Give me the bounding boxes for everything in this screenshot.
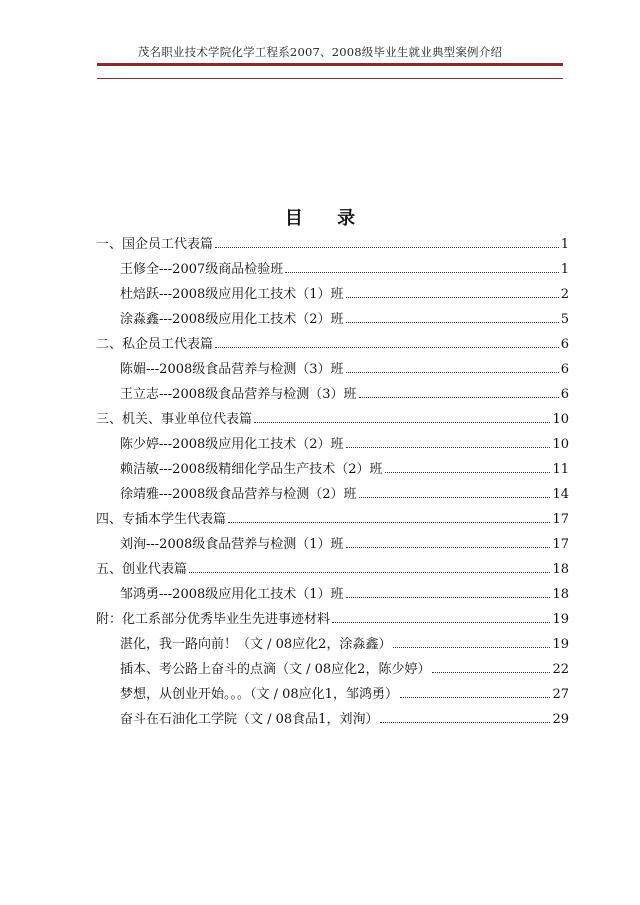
toc-entry-label: 二、私企员工代表篇 bbox=[96, 337, 214, 352]
header-rule-thick bbox=[97, 63, 563, 66]
toc-subentry[interactable] bbox=[96, 307, 569, 332]
toc-subentry[interactable] bbox=[96, 532, 569, 557]
toc-page-number: 1 bbox=[560, 237, 569, 252]
toc-subentry[interactable] bbox=[96, 257, 569, 282]
toc-section-entry[interactable] bbox=[96, 557, 569, 582]
toc-entry-label: 刘洵---2008级食品营养与检测（1）班 bbox=[120, 537, 344, 552]
toc-page-number: 6 bbox=[560, 387, 569, 402]
toc-leader-dots bbox=[346, 596, 551, 598]
toc-leader-dots bbox=[215, 346, 559, 348]
toc-entry-label: 赖洁敏---2008级精细化学品生产技术（2）班 bbox=[120, 462, 383, 477]
toc-page-number: 6 bbox=[560, 337, 569, 352]
toc-entry-label: 三、机关、事业单位代表篇 bbox=[96, 412, 253, 427]
toc-subentry[interactable] bbox=[96, 682, 569, 707]
toc-entry-label: 奋斗在石油化工学院（文 / 08食品1，刘洵） bbox=[120, 712, 379, 727]
toc-subentry[interactable] bbox=[96, 482, 569, 507]
toc-page-number: 10 bbox=[552, 412, 569, 427]
toc-entry-label: 湛化，我一路向前！（文 / 08应化2，涂淼鑫） bbox=[120, 637, 392, 652]
toc-entry-label: 附：化工系部分优秀毕业生先进事迹材料 bbox=[96, 612, 331, 627]
running-header-title: 茂名职业技术学院化学工程系2007、2008级毕业生就业典型案例介绍 bbox=[137, 45, 503, 59]
toc-page-number: 27 bbox=[552, 687, 569, 702]
toc-page-number: 17 bbox=[552, 512, 569, 527]
toc-entry-label: 插本、考公路上奋斗的点滴（文 / 08应化2，陈少婷） bbox=[120, 662, 431, 677]
toc-leader-dots bbox=[215, 246, 559, 248]
header-rule-thin bbox=[97, 78, 563, 79]
toc-leader-dots bbox=[346, 446, 551, 448]
toc-leader-dots bbox=[189, 571, 550, 573]
toc-title: 目 录 bbox=[284, 208, 370, 229]
toc-leader-dots bbox=[332, 621, 550, 623]
toc-section-entry[interactable] bbox=[96, 407, 569, 432]
toc-subentry[interactable] bbox=[96, 432, 569, 457]
toc-entry-label: 陈媚---2008级食品营养与检测（3）班 bbox=[120, 362, 344, 377]
toc-leader-dots bbox=[380, 721, 550, 723]
toc-entry-label: 王修全---2007级商品检验班 bbox=[120, 262, 284, 277]
toc-leader-dots bbox=[359, 496, 551, 498]
toc-leader-dots bbox=[400, 696, 550, 698]
toc-subentry[interactable] bbox=[96, 382, 569, 407]
toc-page-number: 6 bbox=[560, 362, 569, 377]
toc-subentry[interactable] bbox=[96, 657, 569, 682]
toc-page-number: 29 bbox=[552, 712, 569, 727]
toc-section-entry[interactable] bbox=[96, 607, 569, 632]
toc-section-entry[interactable] bbox=[96, 332, 569, 357]
toc-entry-label: 涂淼鑫---2008级应用化工技术（2）班 bbox=[120, 312, 344, 327]
toc-leader-dots bbox=[346, 371, 559, 373]
toc-section-entry[interactable] bbox=[96, 507, 569, 532]
toc-leader-dots bbox=[285, 271, 558, 273]
toc-page-number: 19 bbox=[552, 612, 569, 627]
toc-page-number: 2 bbox=[560, 287, 569, 302]
toc-subentry[interactable] bbox=[96, 632, 569, 657]
toc-leader-dots bbox=[254, 421, 550, 423]
toc-entry-label: 王立志---2008级食品营养与检测（3）班 bbox=[120, 387, 357, 402]
toc-subentry[interactable] bbox=[96, 582, 569, 607]
toc-entry-label: 陈少婷---2008级应用化工技术（2）班 bbox=[120, 437, 344, 452]
toc-page-number: 5 bbox=[560, 312, 569, 327]
toc-page-number: 1 bbox=[560, 262, 569, 277]
toc-page-number: 19 bbox=[552, 637, 569, 652]
toc-leader-dots bbox=[393, 646, 550, 648]
toc-page-number: 18 bbox=[552, 562, 569, 577]
toc-subentry[interactable] bbox=[96, 707, 569, 732]
toc-entry-label: 邹鸿勇---2008级应用化工技术（1）班 bbox=[120, 587, 344, 602]
toc-subentry[interactable] bbox=[96, 282, 569, 307]
toc-page-number: 10 bbox=[552, 437, 569, 452]
toc-entry-label: 五、创业代表篇 bbox=[96, 562, 188, 577]
toc-page-number: 18 bbox=[552, 587, 569, 602]
toc-leader-dots bbox=[346, 296, 559, 298]
toc-leader-dots bbox=[432, 671, 550, 673]
toc-entry-label: 四、专插本学生代表篇 bbox=[96, 512, 227, 527]
toc-subentry[interactable] bbox=[96, 457, 569, 482]
toc-subentry[interactable] bbox=[96, 357, 569, 382]
toc-entry-label: 梦想，从创业开始。。。（文 / 08应化1，邹鸿勇） bbox=[120, 687, 398, 702]
toc-leader-dots bbox=[346, 546, 551, 548]
toc-page-number: 22 bbox=[552, 662, 569, 677]
toc-entry-label: 一、国企员工代表篇 bbox=[96, 237, 214, 252]
toc-leader-dots bbox=[346, 321, 559, 323]
toc-section-entry[interactable] bbox=[96, 232, 569, 257]
toc-entry-label: 徐靖雅---2008级食品营养与检测（2）班 bbox=[120, 487, 357, 502]
toc-page-number: 17 bbox=[552, 537, 569, 552]
toc-page-number: 14 bbox=[552, 487, 569, 502]
toc-leader-dots bbox=[228, 521, 550, 523]
toc-page-number: 11 bbox=[552, 462, 569, 477]
toc-entry-label: 杜焙跃---2008级应用化工技术（1）班 bbox=[120, 287, 344, 302]
toc-leader-dots bbox=[359, 396, 559, 398]
table-of-contents bbox=[96, 232, 569, 732]
toc-leader-dots bbox=[385, 471, 551, 473]
